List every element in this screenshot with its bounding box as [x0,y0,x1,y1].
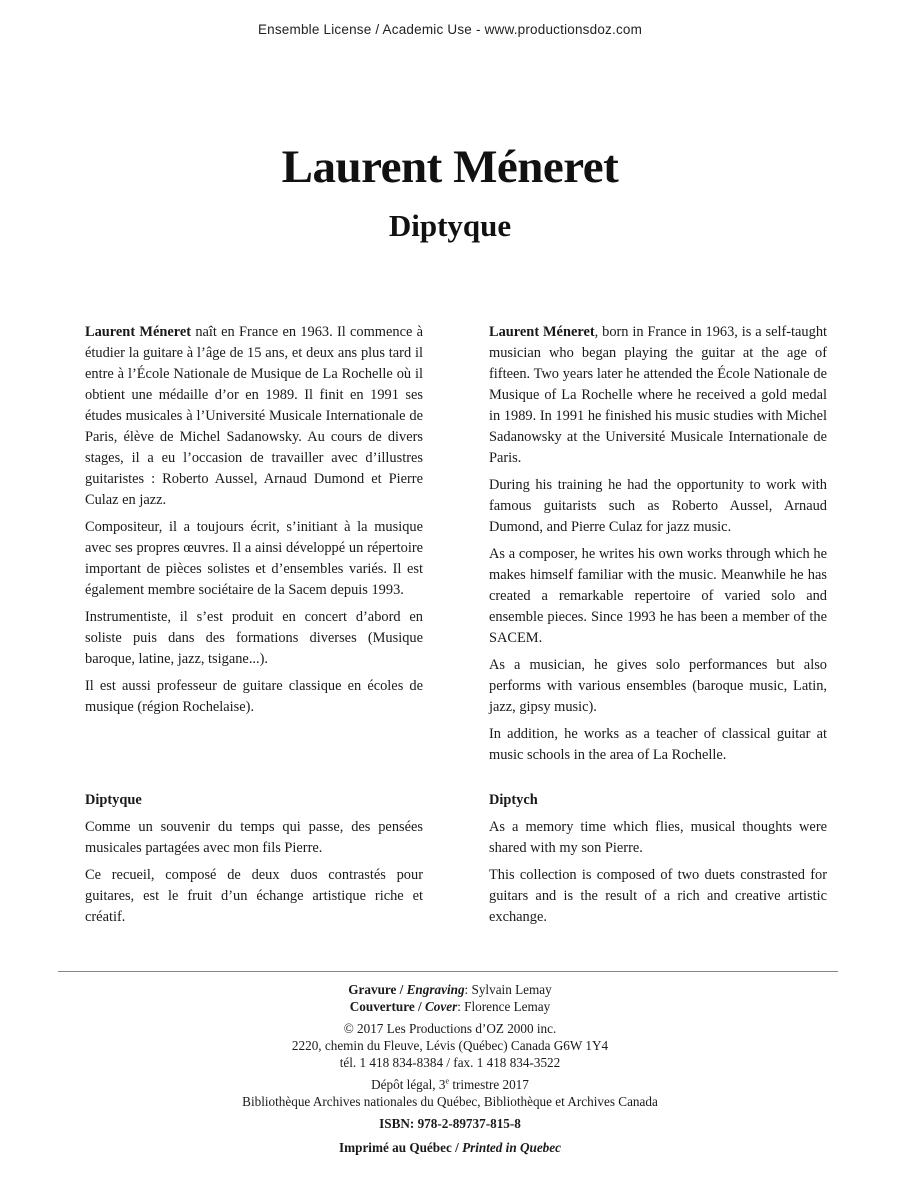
bio-fr-text-1: naît en France en 1963. Il commence à étudier la guitare à l’âge de 15 ans, et deux ans plus tard il entre à l’École Nationale de Musique de La Rochelle où il obtient une médaille d’or en 1989. Il finit en 1991 ses études musicales à l’Université Musicale Internationale de Paris, élève de Michel Sadanowsky. Au cours de divers stages, il a eu l’occasion de travailler avec d’illustres guitaristes : Roberto Aussel, Arnaud Dumond et Pierre Culaz en jazz. [85,324,423,508]
engraving-label-fr: Gravure / [348,982,404,997]
publisher-address: 2220, chemin du Fleuve, Lévis (Québec) Canada G6W 1Y4 [291,1038,609,1053]
bio-fr-paragraph-4: Il est aussi professeur de guitare classique en écoles de musique (région Rochelaise). [85,678,423,715]
work-title: Diptyque [388,208,512,243]
printed-label-en: Printed in Quebec [462,1140,561,1155]
printed-in [0,1139,900,1156]
bio-en-text-1: , born in France in 1963, is a self-taught musician who began playing the guitar at the age of fifteen. Two years later he attended the École Nationale de Musique of La Rochelle where he received a gold medal in 1989. In 1991 he finished his music studies with Michel Sadanowsky at the Université Musicale Internationale de Paris. [489,324,828,466]
copyright: © 2017 Les Productions d’OZ 2000 inc. [343,1021,557,1036]
work-description-english [489,790,827,934]
bio-en-paragraph-1 [489,322,827,469]
bio-fr-name: Laurent Méneret [85,324,192,340]
footer-divider [58,971,838,972]
license-header: Ensemble License / Academic Use - www.productionsdoz.com [257,22,643,37]
publisher-phone: tél. 1 418 834-8384 / fax. 1 418 834-3522 [339,1055,561,1070]
work-en-paragraph-2: This collection is composed of two duets constrasted for guitars and is the result of a rich and creative artistic exchange. [489,867,827,925]
cover-credit [0,998,900,1015]
bio-fr-paragraph-2: Compositeur, il a toujours écrit, s’initiant à la musique avec ses propres œuvres. Il a ainsi développé un répertoire important de pièces solistes et d’ensembles variés. Il est également membre sociétaire de la Sacem depuis 1993. [85,519,423,598]
work-en-heading: Diptych [489,792,538,808]
work-fr-paragraph-2: Ce recueil, composé de deux duos contrastés pour guitares, est le fruit d’un échange artistique riche et créatif. [85,867,423,925]
legal-deposit-text: Dépôt légal, 3 [371,1077,446,1092]
cover-name: : Florence Lemay [457,999,551,1014]
work-fr-heading: Diptyque [85,792,142,808]
bio-en-name: Laurent Méneret [489,324,595,340]
work-fr-paragraph-1: Comme un souvenir du temps qui passe, des pensées musicales partagées avec mon fils Pierre. [85,819,423,856]
work-description-french [85,790,423,934]
printed-label-fr: Imprimé au Québec / [339,1140,459,1155]
engraving-name: : Sylvain Lemay [464,982,552,997]
legal-deposit-superscript: e [445,1076,450,1086]
engraving-credit [0,981,900,998]
bio-en-paragraph-5: In addition, he works as a teacher of classical guitar at music schools in the area of La Rochelle. [489,726,827,763]
bio-en-paragraph-2: During his training he had the opportunity to work with famous guitarists such as Roberto Aussel, Arnaud Dumond, and Pierre Culaz for jazz music. [489,477,827,535]
work-en-paragraph-1: As a memory time which flies, musical thoughts were shared with my son Pierre. [489,819,827,856]
bio-fr-paragraph-3: Instrumentiste, il s’est produit en concert d’abord en soliste puis dans des formations diverses (Musique baroque, latine, jazz, tsigane...). [85,609,423,667]
libraries: Bibliothèque Archives nationales du Québec, Bibliothèque et Archives Canada [242,1094,658,1109]
biography-french [85,322,423,724]
bio-fr-paragraph-1 [85,322,423,511]
composer-name: Laurent Méneret [281,141,619,193]
isbn: ISBN: 978-2-89737-815-8 [379,1116,521,1131]
bio-en-paragraph-4: As a musician, he gives solo performances but also performs with various ensembles (baroque music, Latin, jazz, gipsy music). [489,657,827,715]
engraving-label-en: Engraving [406,982,465,997]
cover-label-fr: Couverture / [349,999,422,1014]
biography-english [489,322,827,772]
cover-label-en: Cover [424,999,458,1014]
credits-block [0,981,900,1156]
legal-deposit [0,1076,900,1093]
legal-deposit-quarter: trimestre 2017 [449,1077,529,1092]
bio-en-paragraph-3: As a composer, he writes his own works through which he makes himself familiar with the music. Meanwhile he has created a remarkable repertoire of varied solo and ensemble pieces. Since 1993 he has been a member of the SACEM. [489,546,827,646]
